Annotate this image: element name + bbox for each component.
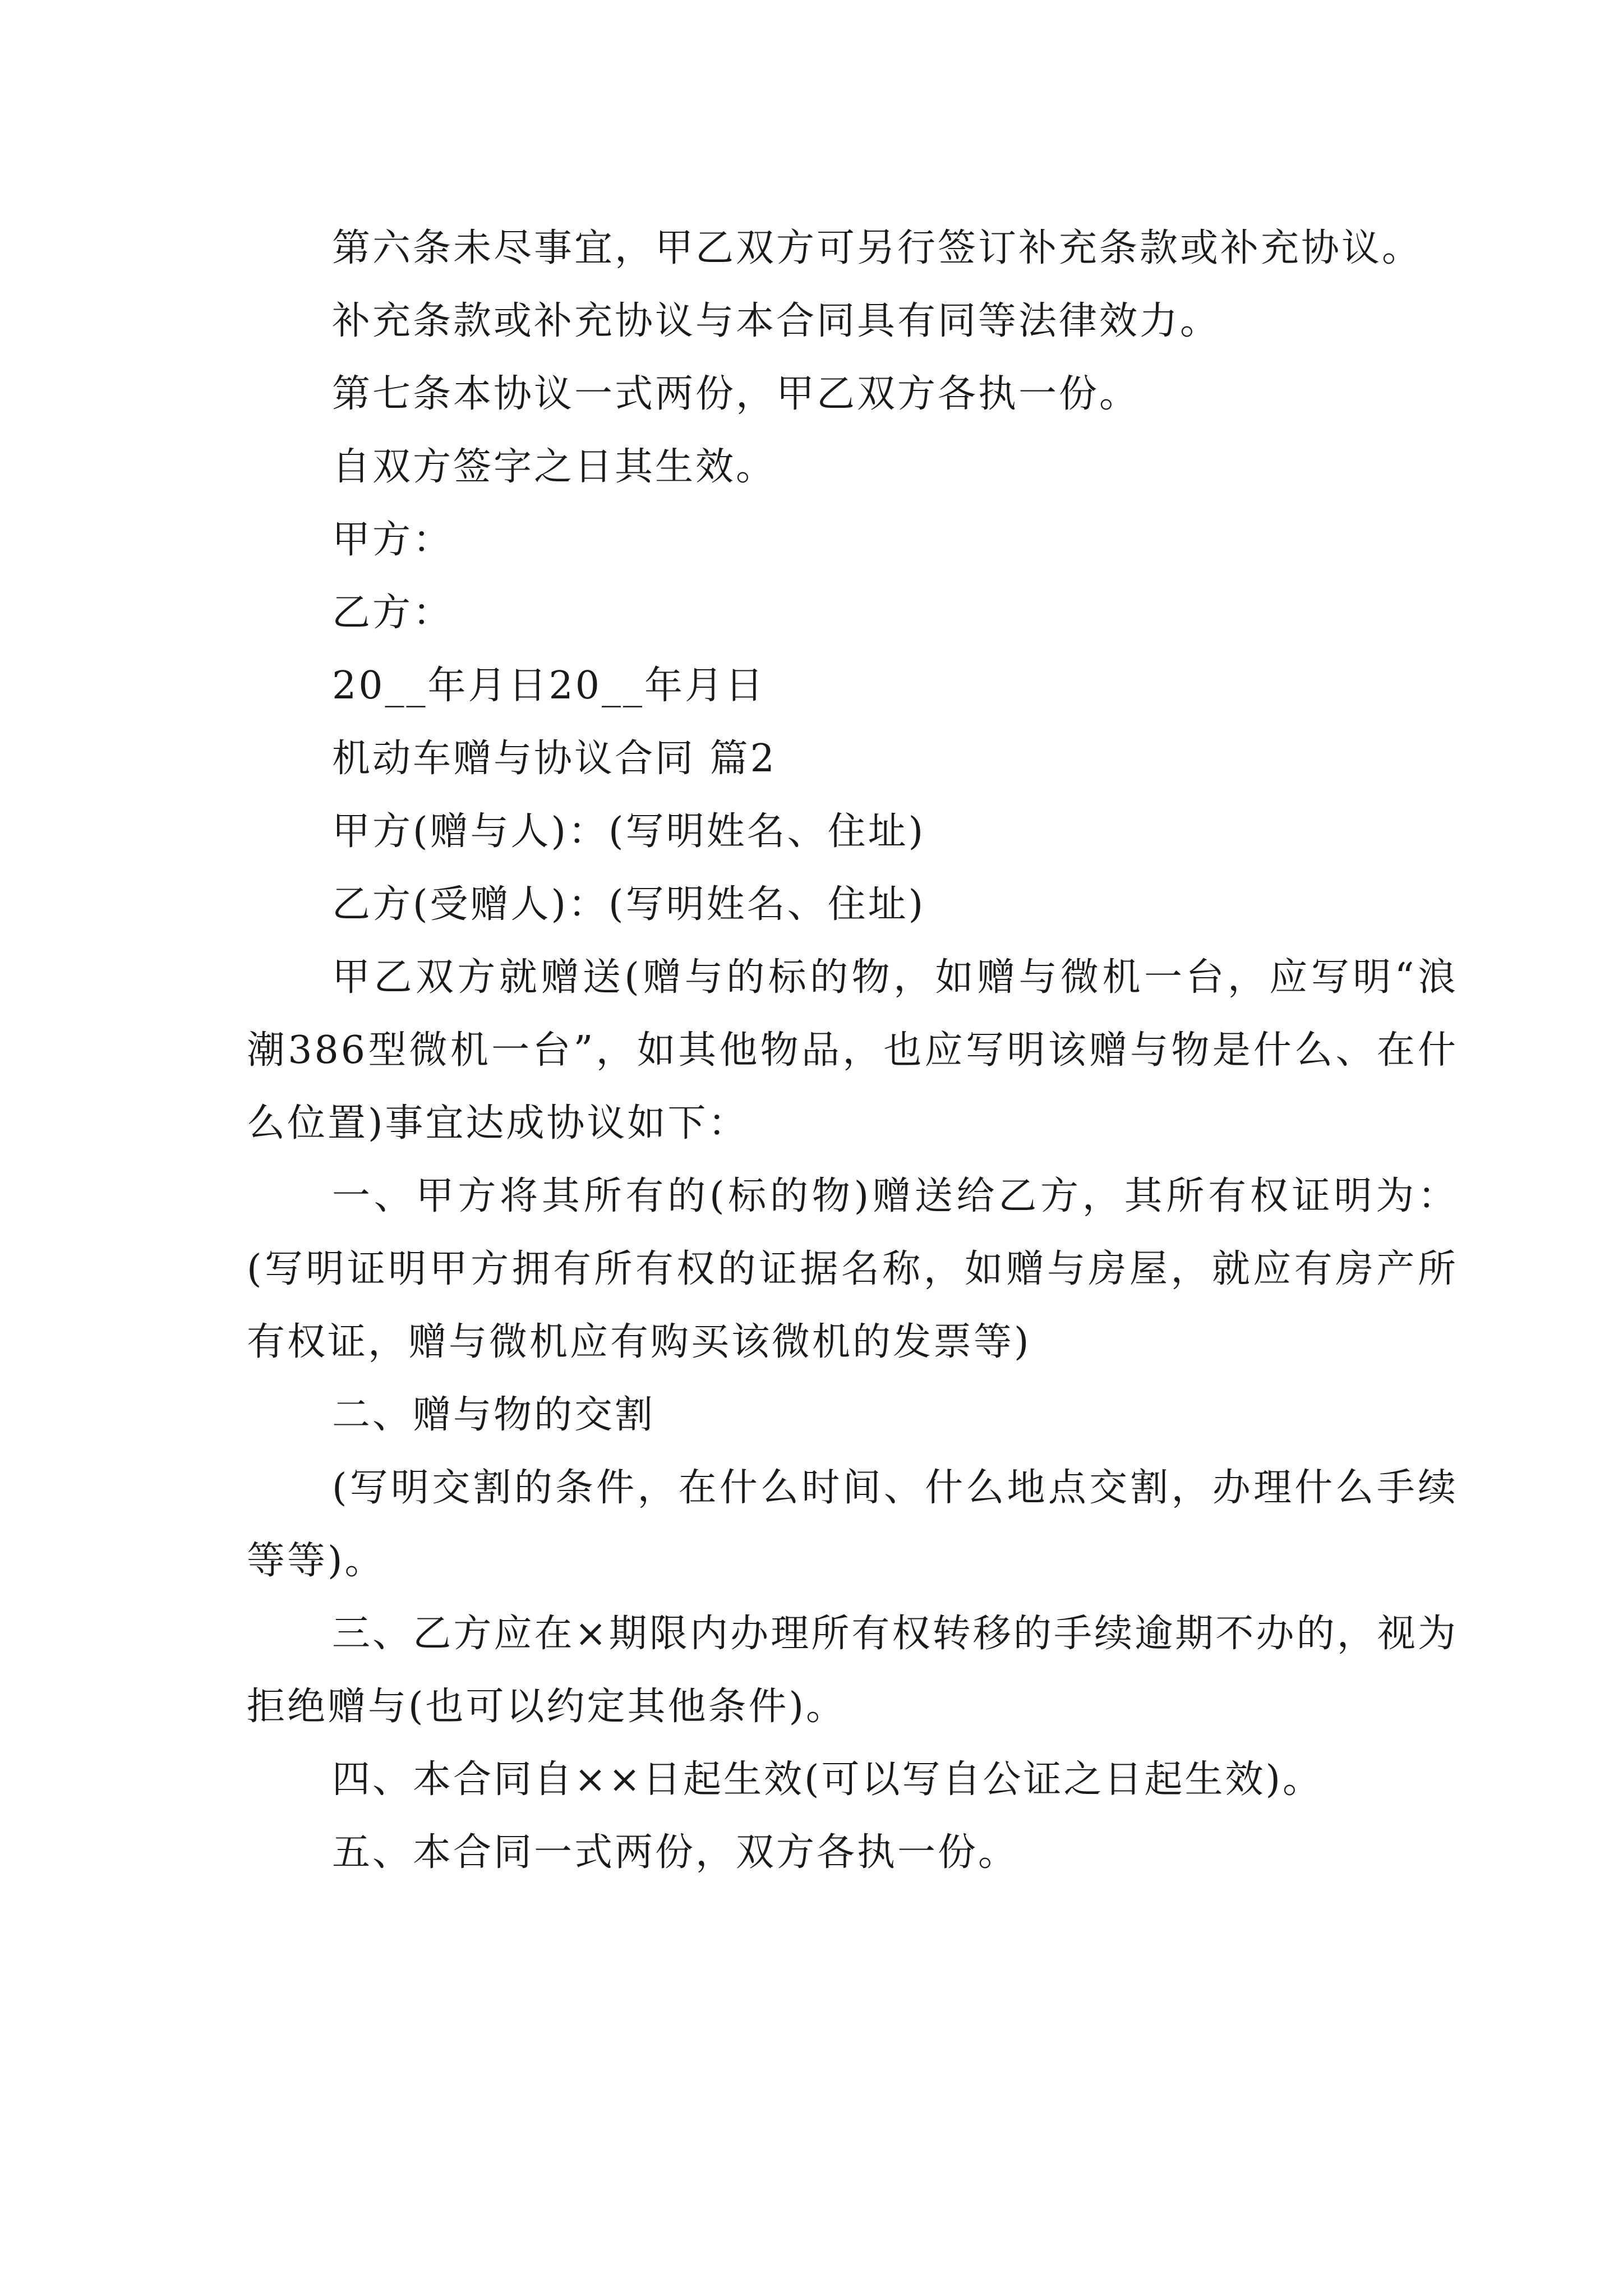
section-title: 机动车赠与协议合同 篇2 — [332, 737, 777, 781]
paragraph-agreement-intro: 甲乙双方就赠送(赠与的标的物，如赠与微机一台，应写明“浪潮386型微机一台”，如其他物品，也应写明该赠与物是什么、在什么位置)事宜达成协议如下： — [247, 955, 1458, 1145]
paragraph-supplement-effect: 补充条款或补充协议与本合同具有同等法律效力。 — [332, 299, 1221, 343]
paragraph-item-2-detail: (写明交割的条件，在什么时间、什么地点交割，办理什么手续等等)。 — [247, 1466, 1458, 1583]
paragraph-clause-6: 第六条未尽事宜，甲乙双方可另行签订补充条款或补充协议。 — [332, 226, 1423, 270]
party-b-signature: 乙方： — [332, 591, 454, 635]
signature-dates: 20__年月日20__年月日 — [332, 664, 766, 708]
paragraph-item-3: 三、乙方应在×期限内办理所有权转移的手续逾期不办的，视为拒绝赠与(也可以约定其他条件)。 — [247, 1612, 1458, 1729]
paragraph-clause-7: 第七条本协议一式两份，甲乙双方各执一份。 — [332, 372, 1140, 416]
party-b-donee: 乙方(受赠人)：(写明姓名、住址) — [332, 882, 926, 927]
paragraph-item-1: 一、甲方将其所有的(标的物)赠送给乙方，其所有权证明为：(写明证明甲方拥有所有权的证据名称，如赠与房屋，就应有房产所有权证，赠与微机应有购买该微机的发票等) — [247, 1174, 1458, 1364]
party-a-donor: 甲方(赠与人)：(写明姓名、住址) — [332, 809, 926, 854]
party-a-signature: 甲方： — [332, 518, 454, 562]
document-body — [247, 212, 1458, 1889]
paragraph-item-2: 二、赠与物的交割 — [332, 1393, 656, 1437]
paragraph-effective-date: 自双方签字之日其生效。 — [332, 445, 777, 489]
paragraph-item-4: 四、本合同自××日起生效(可以写自公证之日起生效)。 — [332, 1757, 1324, 1802]
paragraph-item-5: 五、本合同一式两份，双方各执一份。 — [332, 1830, 1019, 1875]
